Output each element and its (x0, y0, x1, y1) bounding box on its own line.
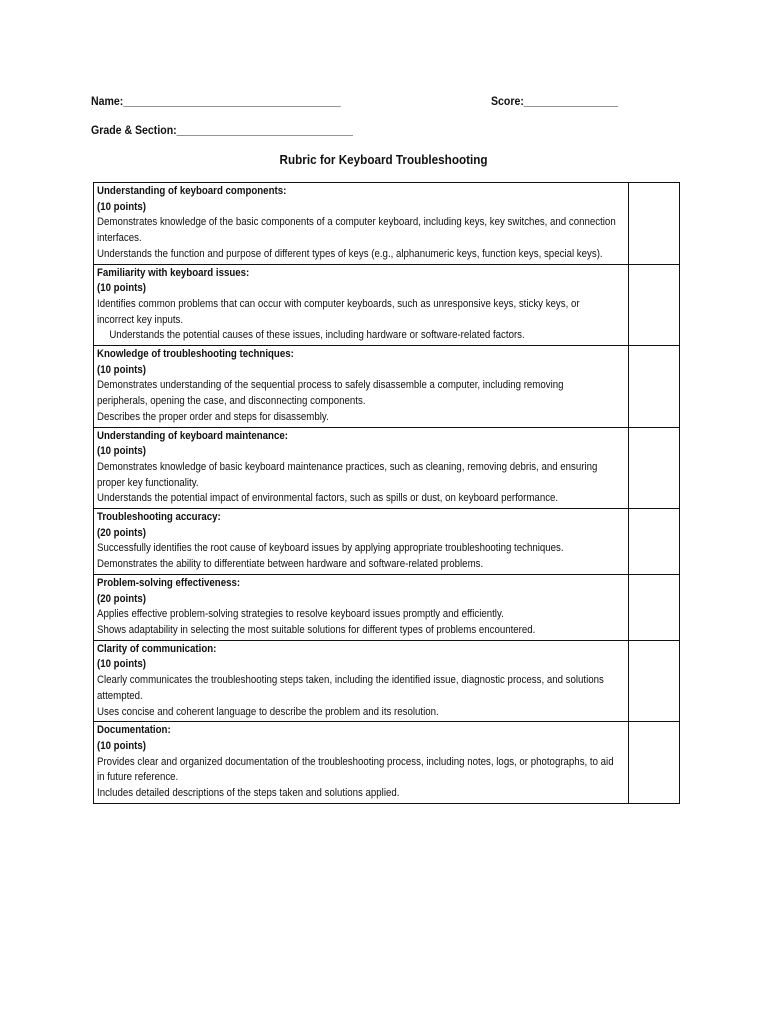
criterion-description: Uses concise and coherent language to describe the problem and its resolution. (97, 705, 439, 718)
score-cell[interactable] (629, 509, 680, 575)
table-row (94, 509, 680, 575)
grade-section-field[interactable]: Grade & Section:______________________________ (91, 123, 353, 137)
criterion-cell (94, 574, 629, 640)
table-row (94, 183, 680, 265)
criterion-description: Applies effective problem-solving strategies to resolve keyboard issues promptly and efficiently. (97, 608, 504, 621)
criterion-cell (94, 722, 629, 804)
score-cell[interactable] (629, 640, 680, 722)
table-row (94, 346, 680, 428)
criterion-description: Includes detailed descriptions of the steps taken and solutions applied. (97, 787, 400, 800)
page-title-text: Rubric for Keyboard Troubleshooting (279, 152, 489, 167)
name-field[interactable]: Name:_____________________________________ (91, 94, 341, 108)
rubric-table (93, 182, 680, 804)
criterion-description: Provides clear and organized documentation of the troubleshooting process, including notes, logs, or photographs, to aid in future reference. (97, 755, 614, 784)
criterion-cell (94, 183, 629, 265)
table-row (94, 264, 680, 346)
criterion-description: Clearly communicates the troubleshooting steps taken, including the identified issue, diagnostic process, and solutions attempted. (97, 674, 604, 702)
score-field[interactable]: Score:________________ (491, 94, 618, 108)
criterion-title: Clarity of communication: (97, 642, 217, 655)
criterion-title: Familiarity with keyboard issues: (97, 266, 250, 279)
criterion-description: Demonstrates the ability to differentiate between hardware and software-related problems. (97, 558, 484, 571)
table-row (94, 427, 680, 509)
criterion-description: Demonstrates understanding of the sequential process to safely disassemble a computer, including removing peripherals, opening the case, and disconnecting components. (97, 379, 564, 408)
score-cell[interactable] (629, 183, 680, 265)
criterion-title: Understanding of keyboard components: (97, 185, 287, 197)
criterion-points: (10 points) (97, 658, 146, 671)
criterion-title: Understanding of keyboard maintenance: (97, 429, 288, 442)
criterion-points: (10 points) (97, 282, 146, 295)
criterion-cell (94, 509, 629, 575)
criterion-cell (94, 264, 629, 346)
criterion-cell (94, 640, 629, 722)
criterion-title: Troubleshooting accuracy: (97, 511, 221, 524)
table-row (94, 574, 680, 640)
score-cell[interactable] (629, 264, 680, 346)
criterion-cell (94, 346, 629, 428)
criterion-points: (10 points) (97, 445, 146, 458)
table-row (94, 640, 680, 722)
criterion-points: (20 points) (97, 592, 146, 605)
criterion-description: Identifies common problems that can occur with computer keyboards, such as unresponsive keys, sticky keys, or incorrect key inputs. (97, 297, 580, 326)
criterion-title: Problem-solving effectiveness: (97, 576, 241, 589)
criterion-points: (10 points) (97, 739, 146, 752)
criterion-cell (94, 427, 629, 509)
criterion-points: (10 points) (97, 200, 146, 213)
score-cell[interactable] (629, 346, 680, 428)
criterion-description: Demonstrates knowledge of basic keyboard maintenance practices, such as cleaning, removing debris, and ensuring proper key functionality. (97, 460, 598, 489)
criterion-description: Describes the proper order and steps for disassembly. (97, 410, 329, 423)
table-row (94, 722, 680, 804)
score-cell[interactable] (629, 722, 680, 804)
criterion-description: Understands the potential causes of these issues, including hardware or software-related factors. (109, 329, 525, 342)
criterion-points: (20 points) (97, 526, 146, 539)
criterion-title: Documentation: (97, 724, 171, 737)
criterion-description: Understands the function and purpose of different types of keys (e.g., alphanumeric keys, function keys, special keys). (97, 247, 603, 260)
score-cell[interactable] (629, 427, 680, 509)
criterion-description: Shows adaptability in selecting the most suitable solutions for different types of problems encountered. (97, 623, 536, 636)
criterion-title: Knowledge of troubleshooting techniques: (97, 348, 294, 361)
criterion-description: Successfully identifies the root cause of keyboard issues by applying appropriate troubleshooting techniques. (97, 542, 564, 555)
score-cell[interactable] (629, 574, 680, 640)
criterion-description: Understands the potential impact of environmental factors, such as spills or dust, on keyboard performance. (97, 492, 559, 505)
criterion-description: Demonstrates knowledge of the basic components of a computer keyboard, including keys, key switches, and connection interfaces. (97, 216, 616, 245)
page-title (0, 152, 768, 167)
criterion-points: (10 points) (97, 363, 146, 376)
